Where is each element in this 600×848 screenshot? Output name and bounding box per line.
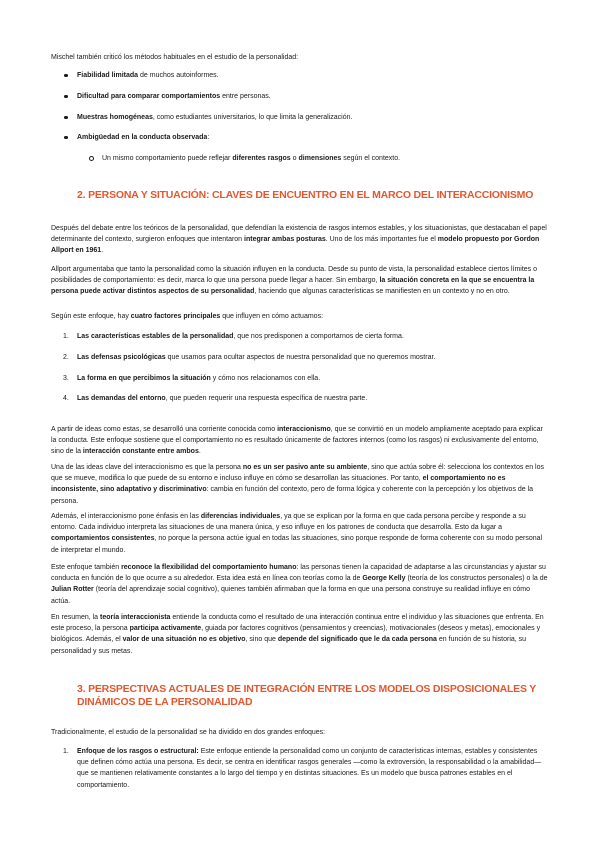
- list-item: 4. Las demandas del entorno, que pueden requerir una respuesta específica de nuestra parte.: [63, 395, 368, 402]
- paragraph: En resumen, la teoría interaccionista entiende la conducta como el resultado de una interacción continua entre el individuo y las situaciones que enfrenta. En este proceso, la persona participa activamente, guiada por factores cognitivos (pensamientos y creencias), motivacionales (deseos y metas), emocionales y biológicos. Además, el valor de una situación no es objetivo, sino que depende del significado que le da cada persona en función de su historia, su personalidad y sus metas.: [51, 614, 544, 655]
- section-heading: 2. PERSONA Y SITUACIÓN: CLAVES DE ENCUENTRO EN EL MARCO DEL INTERACCIONISMO: [77, 189, 534, 201]
- paragraph: Una de las ideas clave del interaccionismo es que la persona no es un ser pasivo ante su ambiente, sino que actúa sobre él: selecciona los contextos en los que se mueve, modifica lo que puede de su entorno e incluso influye en cómo se desarrollan las situaciones. Por tanto, el comportamiento no es inconsistente, sino adaptativo y discriminativo: cambia en función del contexto, pero de forma lógica y coherente con la percepción y los objetivos de la persona.: [51, 464, 544, 505]
- paragraph: Tradicionalmente, el estudio de la personalidad se ha dividido en dos grandes enfoques:: [51, 729, 326, 736]
- list-item: 1. Enfoque de los rasgos o estructural: Este enfoque entiende la personalidad como un conjunto de características internas, estables y consistentes que definen cómo actúa una persona. Es decir, se centra en identificar rasgos generales —como la extroversión, la responsabilidad o la amabilidad— que se mantienen relativamente constantes a lo largo del tiempo y en distintas situaciones. Es un modelo que busca patrones estables en el comportamiento.: [63, 748, 542, 789]
- list-item: Fiabilidad limitada de muchos autoinformes.: [77, 70, 547, 81]
- list-item: 2. Las defensas psicológicas que usamos para ocultar aspectos de nuestra personalidad que no queremos mostrar.: [63, 354, 436, 361]
- paragraph: Allport argumentaba que tanto la personalidad como la situación influyen en la conducta. Desde su punto de vista, la personalidad establece ciertos límites o posibilidades de comportamiento: es decir, marca lo que una persona puede llegar a hacer. Sin embargo, la situación concreta en la que se encuentra la persona puede activar distintos aspectos de su personalidad, haciendo que algunas características se manifiesten en un contexto y no en otro.: [51, 266, 538, 296]
- list-item: 1. Las características estables de la personalidad, que nos predisponen a comportarnos de cierta forma.: [63, 333, 404, 340]
- sub-list-item: Un mismo comportamiento puede reflejar diferentes rasgos o dimensiones según el contexto.: [102, 153, 547, 164]
- paragraph: Además, el interaccionismo pone énfasis en las diferencias individuales, ya que se explican por la forma en que cada persona percibe y responde a su entorno. Cada individuo interpreta las situaciones de una manera única, y eso influye en los patrones de conducta que desarrolla. Esto da lugar a comportamientos consistentes, no porque la persona actúe igual en todas las situaciones, sino porque responde de forma coherente con su modo personal de interpretar el mundo.: [51, 513, 543, 554]
- intro-paragraph: Mischel también criticó los métodos habituales en el estudio de la personalidad:: [51, 54, 299, 61]
- list-item: 3. La forma en que percibimos la situación y cómo nos relacionamos con ella.: [63, 375, 321, 382]
- paragraph: Según este enfoque, hay cuatro factores principales que influyen en cómo actuamos:: [51, 313, 324, 320]
- paragraph: Después del debate entre los teóricos de la personalidad, que defendían la existencia de rasgos internos estables, y los situacionistas, que destacaban el papel determinante del contexto, surgieron enfoques que intentaron integrar ambas posturas. Uno de los más importantes fue el modelo propuesto por Gordon Allport en 1961.: [51, 225, 547, 255]
- list-item: Ambigüedad en la conducta observada:: [77, 132, 547, 143]
- list-item: Muestras homogéneas, como estudiantes universitarios, lo que limita la generalización.: [77, 112, 547, 123]
- paragraph: A partir de ideas como estas, se desarrolló una corriente conocida como interaccionismo, que se convirtió en un modelo ampliamente aceptado para explicar la conducta. Este enfoque sostiene que el comportamiento no es resultado únicamente de factores internos (como los rasgos) ni exclusivamente del entorno, sino de la interacción constante entre ambos.: [51, 426, 543, 456]
- paragraph: Este enfoque también reconoce la flexibilidad del comportamiento humano: las personas tienen la capacidad de adaptarse a las circunstancias y ajustar su conducta en función de lo que ocurre a su alrededor. Esta idea está en línea con teorías como la de George Kelly (teoría de los constructos personales) o la de Julian Rotter (teoría del aprendizaje social cognitivo), quienes también afirmaban que la forma en que una persona construye su realidad influye en cómo actúa.: [51, 564, 548, 605]
- section-heading: 3. PERSPECTIVAS ACTUALES DE INTEGRACIÓN ENTRE LOS MODELOS DISPOSICIONALES Y DINÁMICOS DE LA PERSONALIDAD: [77, 683, 536, 708]
- list-item: Dificultad para comparar comportamientos entre personas.: [77, 91, 547, 102]
